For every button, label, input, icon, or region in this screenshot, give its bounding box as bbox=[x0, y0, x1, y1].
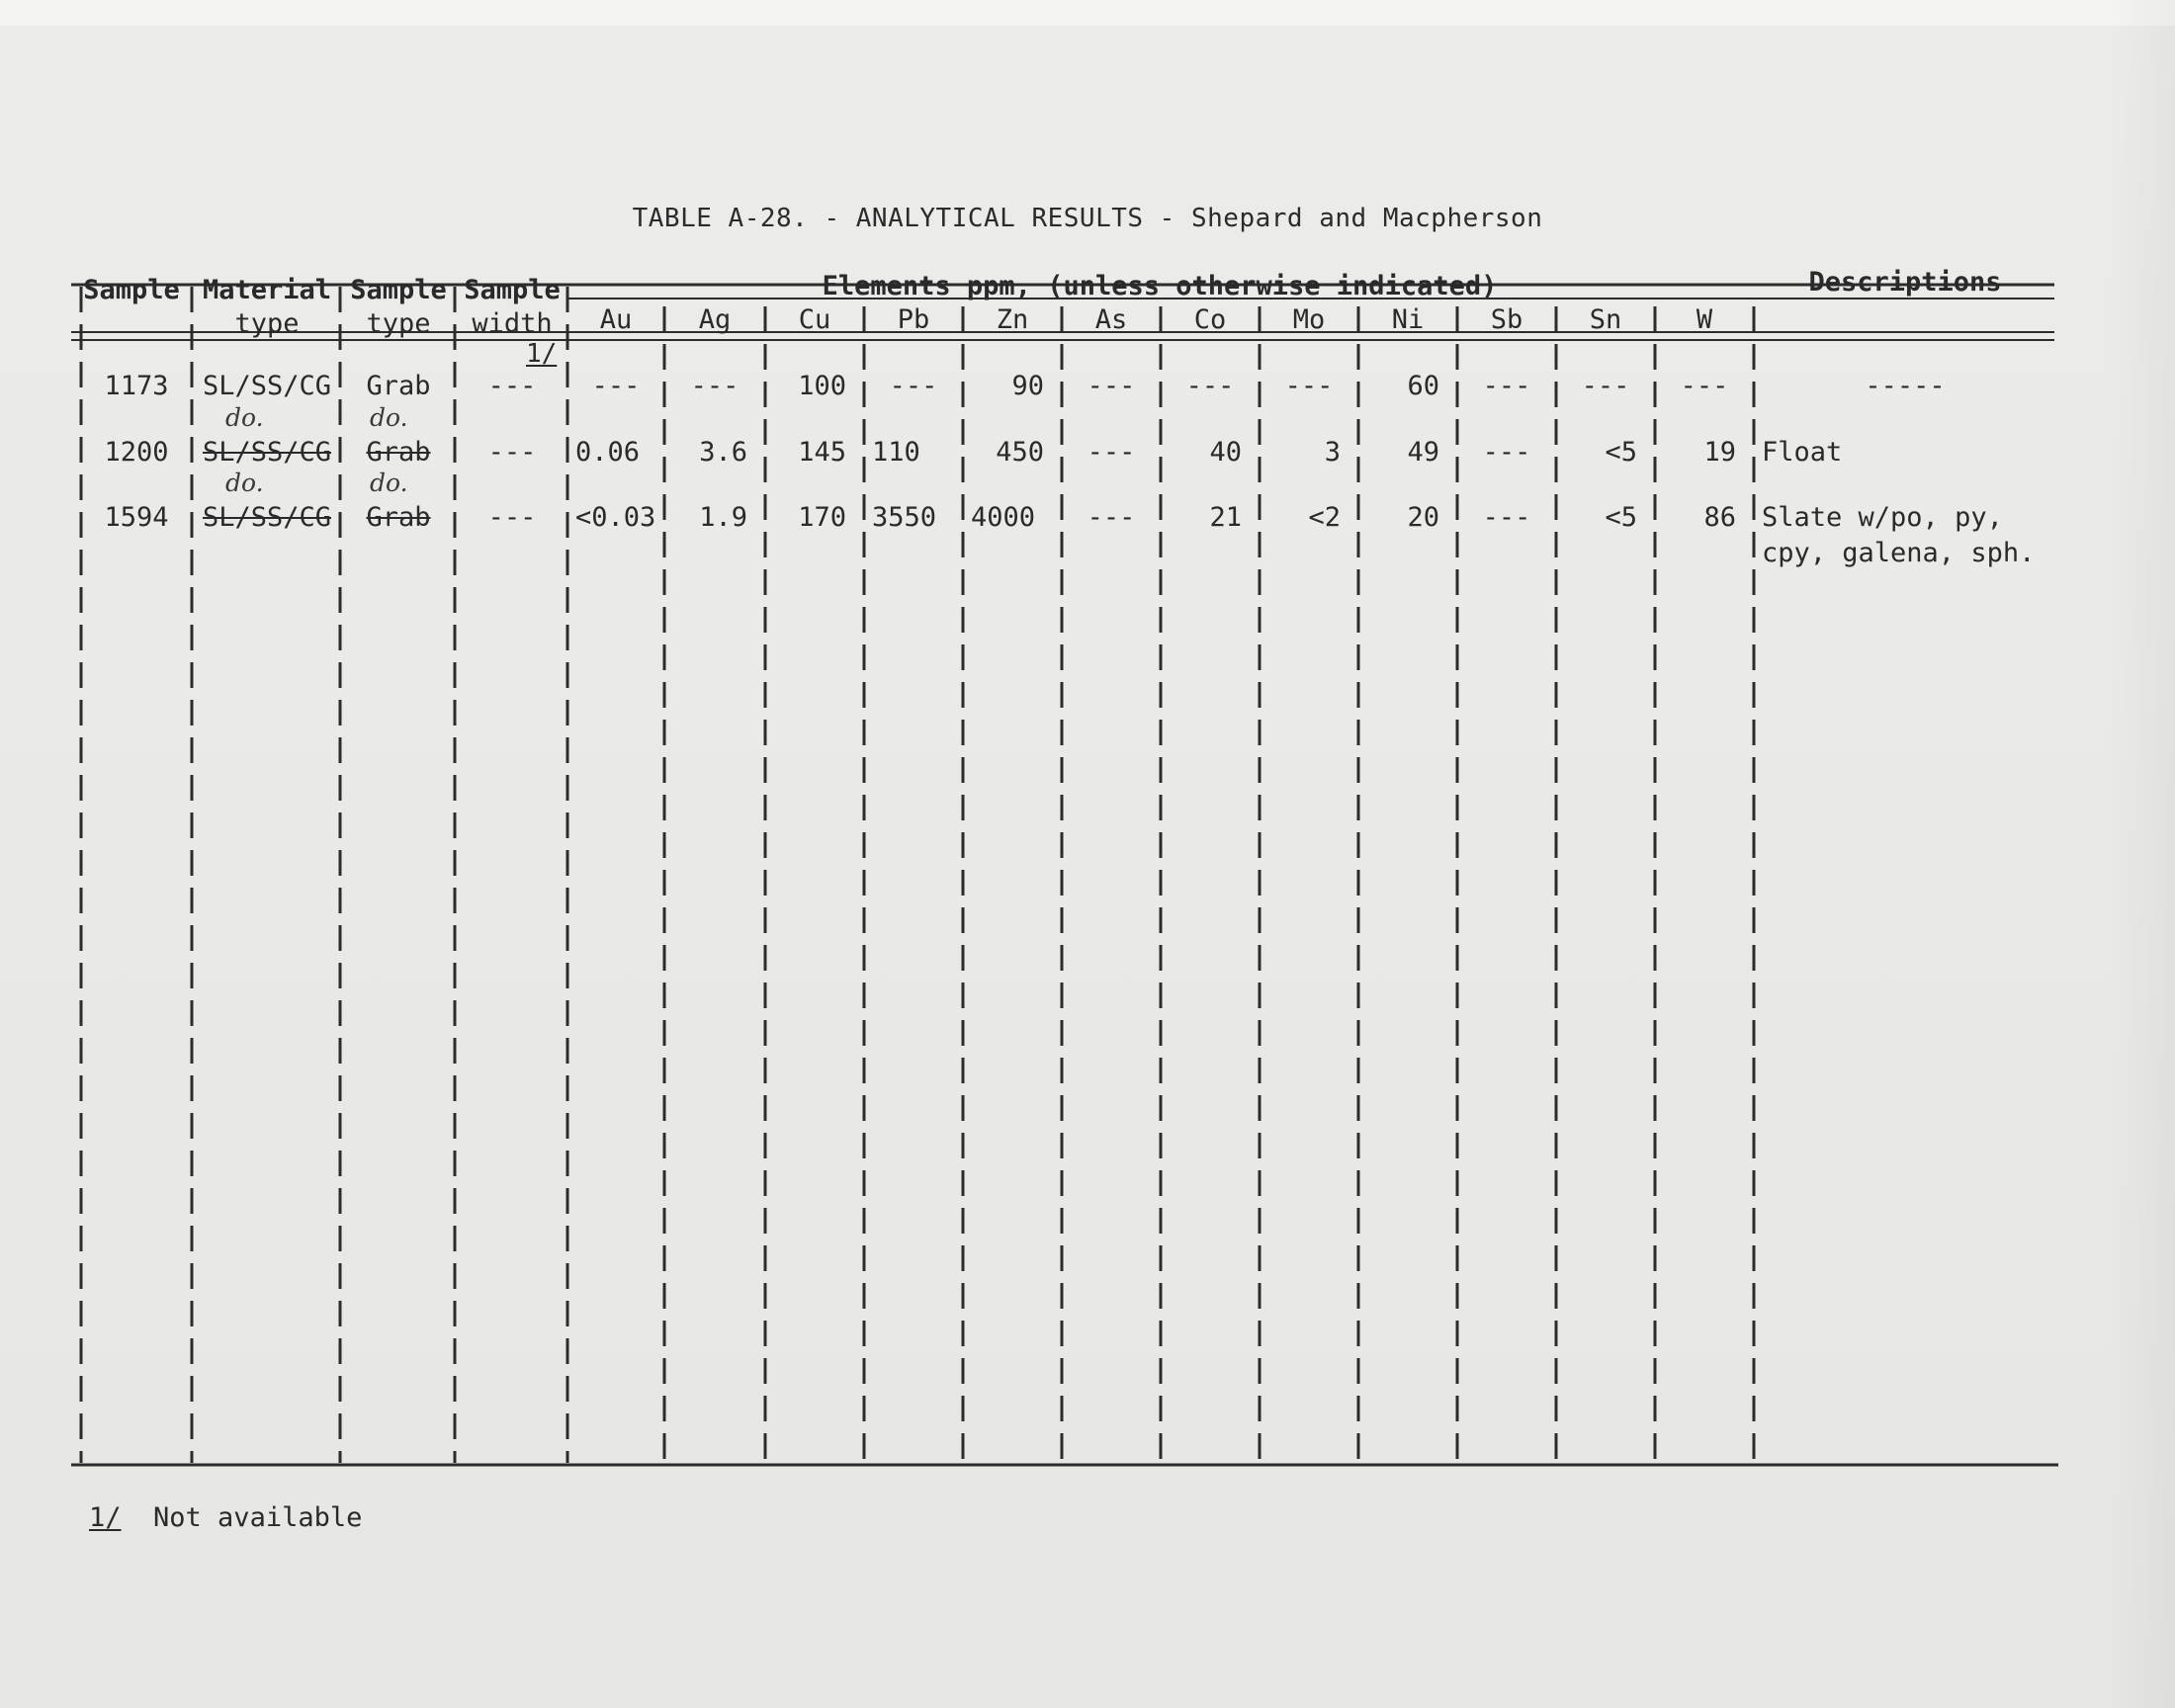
sample-type-handwritten: do. bbox=[370, 469, 408, 497]
header-material-type: type bbox=[234, 308, 300, 339]
footnote bbox=[89, 1502, 362, 1534]
material-type-handwritten: do. bbox=[225, 469, 264, 497]
material-type: SL/SS/CG bbox=[202, 437, 332, 468]
header-element-zn: Zn bbox=[996, 304, 1029, 335]
value-pb: 110 bbox=[872, 437, 920, 468]
header-sample-width-2: width bbox=[472, 308, 553, 339]
value-ag: --- bbox=[690, 371, 740, 401]
header-element-sb: Sb bbox=[1490, 304, 1523, 335]
value-mo: <2 bbox=[1308, 502, 1341, 533]
value-mo: --- bbox=[1284, 371, 1334, 401]
value-w: --- bbox=[1680, 371, 1729, 401]
table-title: TABLE A-28. - ANALYTICAL RESULTS - Shepard and Macpherson bbox=[632, 204, 1543, 233]
value-sb: --- bbox=[1482, 502, 1531, 533]
description-continued: cpy, galena, sph. bbox=[1762, 538, 2036, 568]
value-au: <0.03 bbox=[575, 502, 656, 533]
header-element-au: Au bbox=[599, 304, 633, 335]
value-cu: 100 bbox=[798, 371, 846, 401]
header-element-pb: Pb bbox=[897, 304, 930, 335]
header-element-w: W bbox=[1696, 304, 1713, 335]
value-au: --- bbox=[591, 371, 641, 401]
sample-width: --- bbox=[487, 371, 537, 401]
sample-width: --- bbox=[487, 437, 537, 468]
value-w: 86 bbox=[1703, 502, 1736, 533]
sample-id: 1173 bbox=[104, 371, 169, 401]
sample-type: Grab bbox=[366, 371, 431, 401]
value-zn: 90 bbox=[1011, 371, 1044, 401]
value-sn: <5 bbox=[1605, 502, 1637, 533]
value-sb: --- bbox=[1482, 371, 1531, 401]
footnote-marker: 1/ bbox=[89, 1502, 122, 1533]
sample-type-handwritten: do. bbox=[370, 403, 408, 432]
header-sample-width: Sample bbox=[464, 275, 561, 305]
description: Float bbox=[1762, 437, 1843, 468]
value-pb: 3550 bbox=[872, 502, 937, 533]
value-co: 40 bbox=[1209, 437, 1242, 468]
value-au: 0.06 bbox=[575, 437, 641, 468]
header-element-ni: Ni bbox=[1391, 304, 1425, 335]
value-w: 19 bbox=[1703, 437, 1736, 468]
value-co: --- bbox=[1185, 371, 1235, 401]
value-cu: 145 bbox=[798, 437, 846, 468]
value-ni: 20 bbox=[1407, 502, 1439, 533]
value-cu: 170 bbox=[798, 502, 846, 533]
footnote-text: Not available bbox=[153, 1502, 363, 1533]
description: ----- bbox=[1865, 371, 1946, 401]
value-as: --- bbox=[1087, 371, 1136, 401]
value-zn: 4000 bbox=[971, 502, 1036, 533]
header-material: Material bbox=[202, 275, 332, 305]
header-element-mo: Mo bbox=[1292, 304, 1326, 335]
value-ag: 3.6 bbox=[699, 437, 747, 468]
material-type: SL/SS/CG bbox=[202, 371, 332, 401]
material-type: SL/SS/CG bbox=[202, 502, 332, 533]
value-as: --- bbox=[1087, 437, 1136, 468]
header-elements: Elements ppm, (unless otherwise indicated) bbox=[822, 271, 1498, 301]
header-descriptions: Descriptions bbox=[1808, 267, 2002, 298]
sample-type: Grab bbox=[366, 437, 431, 468]
value-sn: --- bbox=[1581, 371, 1630, 401]
width-footnote-marker: 1/ bbox=[526, 339, 558, 369]
sample-width: --- bbox=[487, 502, 537, 533]
description: Slate w/po, py, bbox=[1762, 502, 2003, 533]
sample-id: 1594 bbox=[104, 502, 169, 533]
sample-id: 1200 bbox=[104, 437, 169, 468]
value-sn: <5 bbox=[1605, 437, 1637, 468]
header-sample-type: Sample bbox=[350, 275, 447, 305]
sample-type: Grab bbox=[366, 502, 431, 533]
value-ni: 49 bbox=[1407, 437, 1439, 468]
header-element-co: Co bbox=[1193, 304, 1227, 335]
value-ni: 60 bbox=[1407, 371, 1439, 401]
header-element-as: As bbox=[1094, 304, 1128, 335]
header-element-cu: Cu bbox=[798, 304, 831, 335]
value-zn: 450 bbox=[996, 437, 1044, 468]
header-element-sn: Sn bbox=[1589, 304, 1622, 335]
material-type-handwritten: do. bbox=[225, 403, 264, 432]
value-co: 21 bbox=[1209, 502, 1242, 533]
value-sb: --- bbox=[1482, 437, 1531, 468]
header-sample-type-2: type bbox=[366, 308, 431, 339]
value-mo: 3 bbox=[1324, 437, 1341, 468]
header-element-ag: Ag bbox=[698, 304, 732, 335]
value-as: --- bbox=[1087, 502, 1136, 533]
value-pb: --- bbox=[889, 371, 938, 401]
header-sample: Sample bbox=[83, 275, 180, 305]
value-ag: 1.9 bbox=[699, 502, 747, 533]
